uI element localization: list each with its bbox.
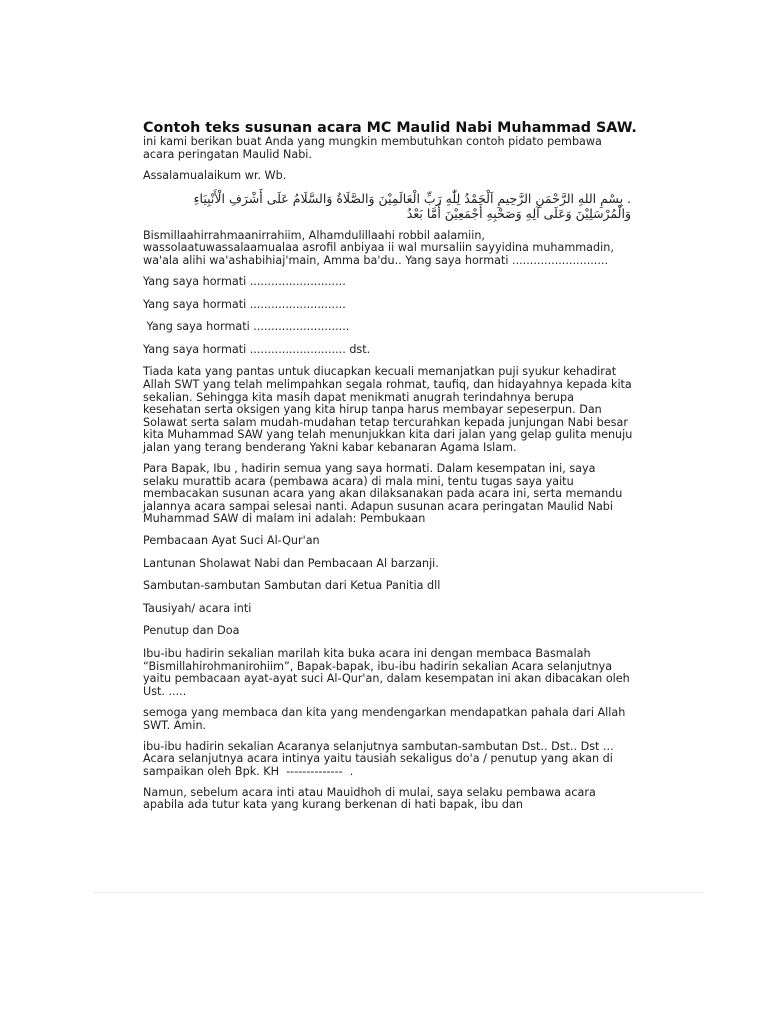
- intro-paragraph: ini kami berikan buat Anda yang mungkin membutuhkan contoh pidato pembawa acara peringatan Maulid Nabi.: [143, 135, 602, 161]
- document-page: [143, 120, 637, 821]
- closing-paragraph: Namun, sebelum acara inti atau Mauidhoh di mulai, saya selaku pembawa acara apabila ada tutur kata yang kurang berkenan di hati bapak, ibu dan: [143, 785, 596, 812]
- basmalah-paragraph: Ibu-ibu hadirin sekalian marilah kita buka acara ini dengan membaca Basmalah “Bismillahirohmanirohiim”, Bapak-bapak, ibu-ibu hadirin sekalian Acara selanjutnya yaitu pembacaan ayat-ayat suci Al-Qur'an, dalam kesempatan ini akan dibacakan oleh Ust. .....: [143, 647, 630, 698]
- reward-paragraph: semoga yang membaca dan kita yang mendengarkan mendapatkan pahala dari Allah SWT. Amin.: [143, 705, 626, 732]
- respect-line: Yang saya hormati ...........................: [143, 297, 346, 311]
- greeting-paragraph: Assalamualaikum wr. Wb.: [143, 168, 287, 182]
- opening-paragraph: Para Bapak, Ibu , hadirin semua yang saya hormati. Dalam kesempatan ini, saya selaku murattib acara (pembawa acara) di mala mini, tentu tugas saya yaitu membacakan susunan acara yang akan dilaksanakan pada acara ini, serta memandu jalannya acara sampai selesai nanti. Adapun susunan acara peringatan Maulid Nabi Muhammad SAW di malam ini adalah: Pembukaan: [143, 462, 623, 526]
- respect-line: Yang saya hormati ...........................: [143, 320, 350, 334]
- respect-line: Yang saya hormati ...........................: [143, 275, 346, 289]
- document-title: Contoh teks susunan acara MC Maulid Nabi Muhammad SAW.: [143, 120, 637, 136]
- respect-line: Yang saya hormati ........................... dst.: [143, 342, 371, 356]
- agenda-item: Lantunan Sholawat Nabi dan Pembacaan Al barzanji.: [143, 556, 439, 570]
- agenda-item: Pembacaan Ayat Suci Al-Qur'an: [143, 534, 320, 548]
- agenda-item: Sambutan-sambutan Sambutan dari Ketua Panitia dll: [143, 579, 441, 593]
- agenda-item: Penutup dan Doa: [143, 624, 240, 638]
- transliteration-paragraph: Bismillaahirrahmaanirrahiim, Alhamdulillaahi robbil aalamiin, wassolaatuwassalaamualaa asrofil anbiyaa ii wal mursaliin sayyidina muhammadin, wa'ala alihi wa'ashabihiaj'main, Amma ba'du.. Yang saya hormati ...........................: [143, 228, 614, 267]
- page-divider: [93, 892, 703, 893]
- praise-paragraph: Tiada kata yang pantas untuk diucapkan kecuali memanjatkan puji syukur kehadirat Allah SWT yang telah melimpahkan segala rohmat, taufiq, dan hidayahnya kepada kita sekalian. Sehingga kita masih dapat menikmati anugrah terindahnya berupa kesehatan serta oksigen yang kita hirup tanpa harus membayar sepeserpun. Dan Solawat serta salam mudah-mudahan tetap tercurahkan kepada junjungan Nabi besar kita Muhammad SAW yang telah menunjukkan kita dari jalan yang gelap gulita menuju jalan yang terang benderang Yakni kabar kebanaran Agama Islam.: [143, 365, 633, 454]
- agenda-item: Tausiyah/ acara inti: [143, 601, 252, 615]
- next-paragraph: ibu-ibu hadirin sekalian Acaranya selanjutnya sambutan-sambutan Dst.. Dst.. Dst ... Acara selanjutnya acara intinya yaitu tausiah sekaligus do'a / penutup yang akan di sampaikan oleh Bpk. KH -------------- .: [143, 739, 618, 778]
- arabic-opening: . بِسْمِ اللهِ الرَّحْمَنِ الرَّحِيمِ اَلْحَمْدُ لِلّٰهِ رَبِّ الْعَالَمِيْنَ وَالصَّلَاةُ وَالسَّلَامُ عَلَى أَشْرَفِ الْأَنْبِيَاءِ وَالْمُرْسَلِيْنَ وَعَلَى آلِهِ وَصَحْبِهِ أَجْمَعِيْنَ أَمَّا بَعْدُ: [193, 190, 631, 221]
